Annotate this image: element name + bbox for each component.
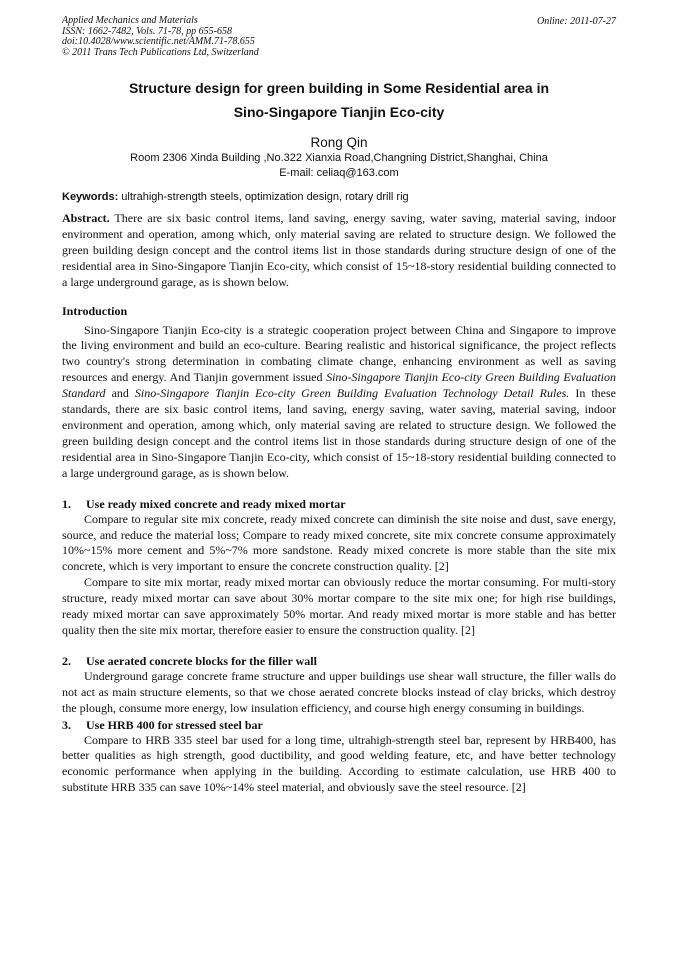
abstract bbox=[62, 211, 616, 291]
section-number: 3. bbox=[62, 717, 71, 732]
journal-name: Applied Mechanics and Materials bbox=[62, 15, 198, 26]
section-number: 1. bbox=[62, 496, 71, 511]
paper-title bbox=[62, 76, 616, 124]
affiliation: Room 2306 Xinda Building ,No.322 Xianxia Road,Changning District,Shanghai, China bbox=[130, 152, 548, 164]
title-line-2: Sino-Singapore Tianjin Eco-city bbox=[233, 104, 445, 120]
section-paragraph: Underground garage concrete frame structure and upper buildings use shear wall structure, the filler walls do not act as main structure elements, so that we chose aerated concrete blocks instead of clay bricks, which destroy the plough, consume more energy, low insulation efficiency, and course high energy consuming in buildings. bbox=[62, 668, 616, 715]
section-heading bbox=[62, 717, 616, 733]
intro-and: and bbox=[105, 386, 135, 401]
author-name: Rong Qin bbox=[310, 135, 368, 150]
copyright-line: © 2011 Trans Tech Publications Ltd, Switzerland bbox=[62, 46, 259, 58]
introduction-paragraph bbox=[62, 323, 616, 482]
section-paragraph: Compare to site mix mortar, ready mixed mortar can obviously reduce the mortar consuming. For multi-story structure, ready mixed mortar can save about 30% mortar compare to the site mix one; for high rise buildings, ready mixed mortar can save approximately 50% mortar. And ready mixed mortar is more stable and has better quality then the site mix mortar, therefore easier to ensure the construction quality. [2] bbox=[62, 575, 616, 637]
section-heading bbox=[62, 653, 616, 669]
abstract-text: There are six basic control items, land saving, energy saving, water saving, material saving, indoor environment and operation, among which, only material saving are related to structure design. We followed the green building design concept and the control items list in those standards during structure design of one of the residential area in Sino-Singapore Tianjin Eco-city, which consist of 15~18-story residential building connected to a large underground garage, as is shown below. bbox=[62, 211, 616, 289]
journal-header bbox=[62, 16, 616, 58]
online-date: Online: 2011-07-27 bbox=[537, 16, 616, 27]
introduction-heading: Introduction bbox=[62, 303, 128, 318]
section-heading bbox=[62, 496, 616, 512]
keywords-text: ultrahigh-strength steels, optimization design, rotary drill rig bbox=[118, 191, 409, 203]
section-title: Use HRB 400 for stressed steel bar bbox=[86, 717, 263, 732]
section-title: Use ready mixed concrete and ready mixed mortar bbox=[86, 496, 346, 511]
doi-line: doi:10.4028/www.scientific.net/AMM.71-78.655 bbox=[62, 36, 255, 47]
keywords bbox=[62, 190, 616, 205]
standard-title-2: Sino-Singapore Tianjin Eco-city Green Building Evaluation Technology Detail Rules. bbox=[134, 386, 570, 401]
author-email: E-mail: celiaq@163.com bbox=[279, 167, 399, 179]
intro-text-b: In these standards, there are six basic control items, land saving, energy saving, water saving, material saving, indoor environment and operation, among which, only material saving are related to structure design. We followed the green building design concept and the control items list in those standards during structure design of one of the residential area in Sino-Singapore Tianjin Eco-city, which consist of 15~18-story residential building connected to a large underground garage, as is shown below. bbox=[62, 386, 616, 480]
intro-text-a: Sino-Singapore Tianjin Eco-city is a strategic cooperation project between China and Singapore to improve the living environment and build an eco-culture. Bearing realistic and historical significance, the project reflects two country's strong determination in combating climate change, enhancing environment as well as saving resources and energy. And Tianjin government issued bbox=[62, 322, 616, 385]
title-line-1: Structure design for green building in Some Residential area in bbox=[128, 80, 550, 96]
section-paragraph: Compare to regular site mix concrete, ready mixed concrete can diminish the site noise and dust, save energy, source, and reduce the material loss; Compare to ready mixed concrete, site mix concrete consume approximately 10%~15% more cement and 5%~7% more sandstone. Ready mixed concrete is more stable than the site mix concrete, which is very important to ensure the concrete construction quality. [2] bbox=[62, 511, 616, 574]
section-number: 2. bbox=[62, 653, 71, 668]
abstract-label: Abstract. bbox=[62, 211, 110, 225]
keywords-label: Keywords: bbox=[62, 191, 119, 203]
section-title: Use aerated concrete blocks for the filler wall bbox=[86, 653, 317, 668]
section-paragraph: Compare to HRB 335 steel bar used for a long time, ultrahigh-strength steel bar, represent by HRB400, has better qualities as high strength, good ductibility, and good welding feature, etc, and have better technology economic performance when applying in the building. According to estimate calculation, use HRB 400 to substitute HRB 335 can save 10%~14% steel material, and obviously save the steel resource. [2] bbox=[62, 732, 616, 795]
issn-line: ISSN: 1662-7482, Vols. 71-78, pp 655-658 bbox=[62, 25, 232, 37]
standard-title-1: Sino-Singapore Tianjin Eco-city Green Building Evaluation Standard bbox=[62, 370, 616, 401]
